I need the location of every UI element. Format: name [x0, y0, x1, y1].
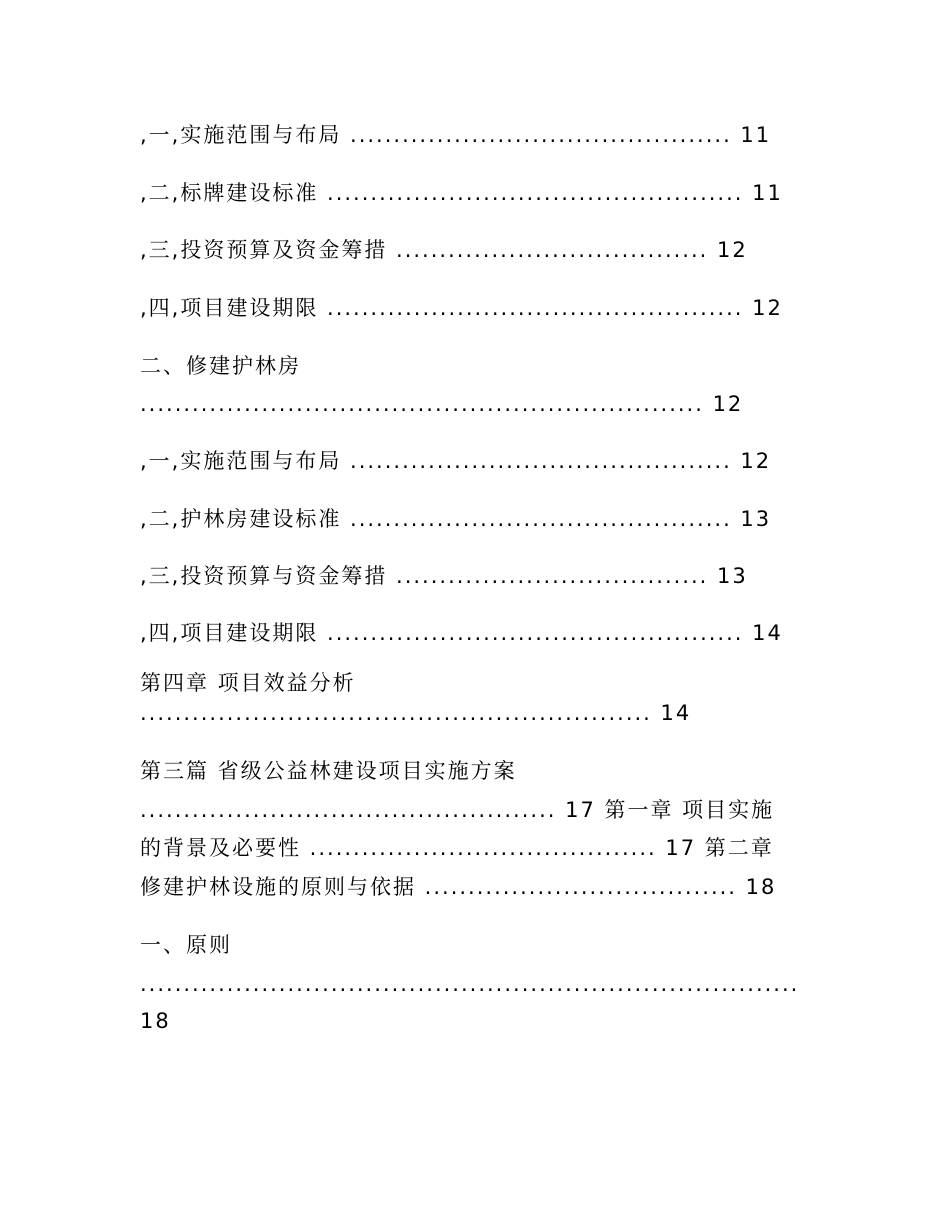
toc-entry: ,三,投资预算与资金筹措 .................................... 13 [140, 564, 748, 588]
toc-entry: 修建护林设施的原则与依据 .................................... 18 [140, 875, 777, 899]
toc-entry: ,四,项目建设期限 ................................................ 14 [140, 621, 783, 645]
toc-part-heading: 第三篇 省级公益林建设项目实施方案 [140, 759, 517, 783]
toc-entry: ,二,标牌建设标准 ................................................ 11 [140, 181, 783, 205]
toc-section-heading: 二、修建护林房 [140, 354, 301, 378]
toc-entry: ................................................ 17 第一章 项目实施 [140, 798, 775, 822]
toc-section-heading: 一、原则 [140, 933, 232, 957]
toc-page-number: 18 [140, 1009, 171, 1033]
toc-entry: ,一,实施范围与布局 ............................................ 12 [140, 449, 772, 473]
toc-entry: ,四,项目建设期限 ................................................ 12 [140, 296, 783, 320]
toc-entry: ,一,实施范围与布局 ............................................ 11 [140, 123, 772, 147]
toc-leader-line: ................................................................. 12 [140, 392, 744, 416]
toc-leader-line: ........................................................... 14 [140, 701, 692, 725]
toc-chapter-heading: 第四章 项目效益分析 [140, 671, 356, 695]
toc-entry: ,三,投资预算及资金筹措 .................................... 12 [140, 238, 748, 262]
toc-entry: 的背景及必要性 ........................................ 17 第二章 [140, 836, 774, 860]
toc-leader-line: ............................................................................ [140, 972, 800, 996]
toc-entry: ,二,护林房建设标准 ............................................ 13 [140, 507, 772, 531]
